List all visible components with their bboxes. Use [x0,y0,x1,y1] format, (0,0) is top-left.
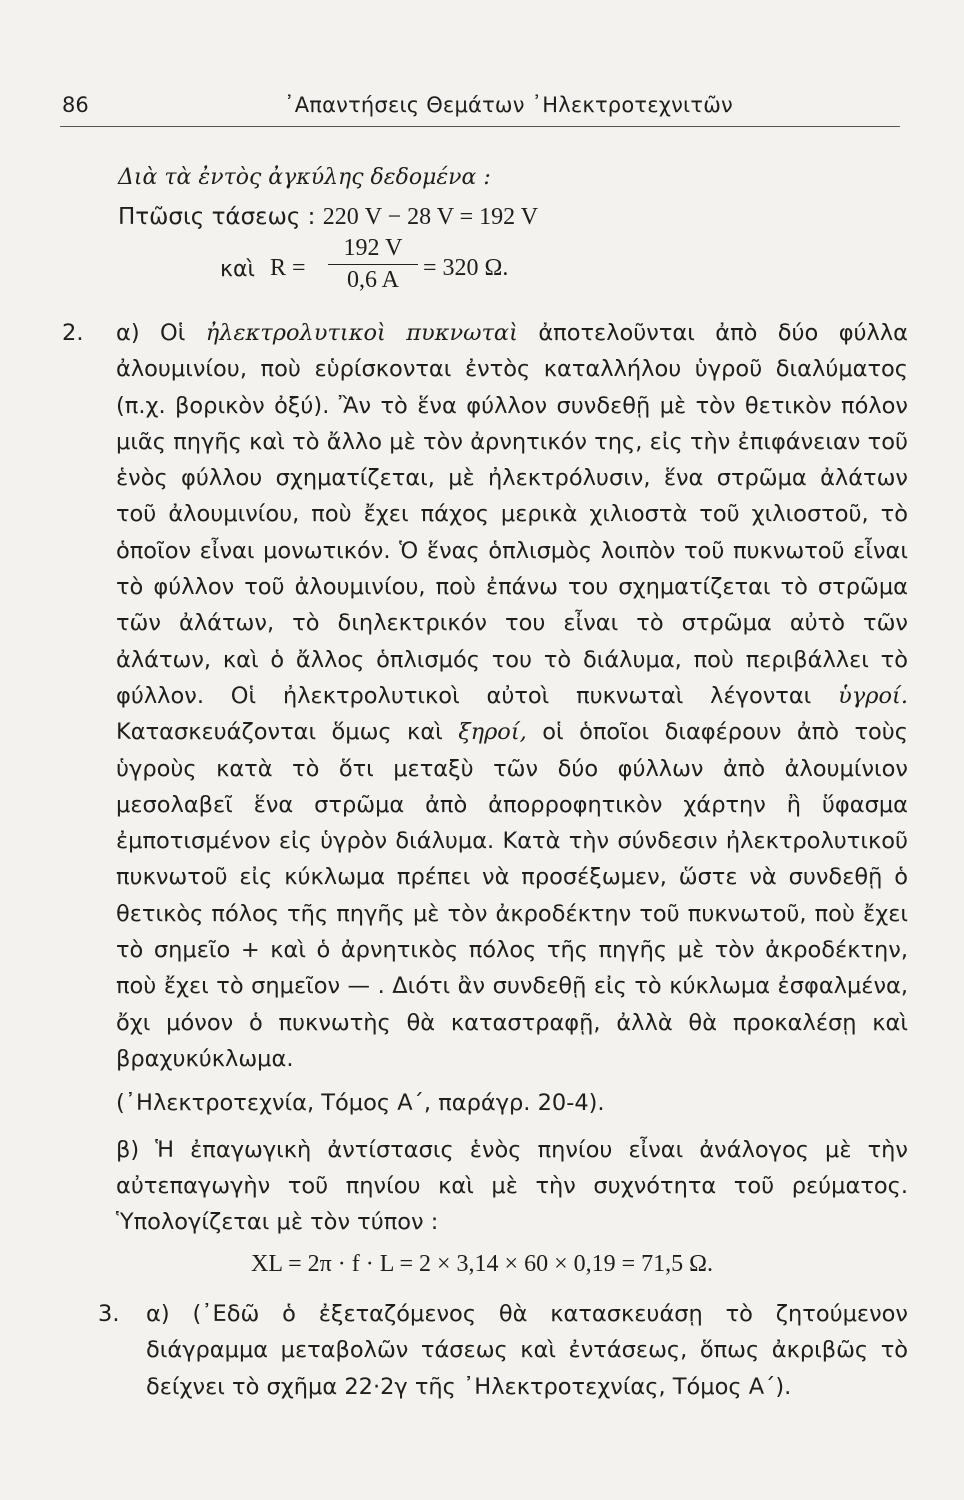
fraction-numerator: 192 V [328,235,418,265]
resistance-conjunction: καὶ [220,257,255,282]
term-wet: ὑγροί. [838,682,908,709]
item-body [116,315,908,1283]
answer-item-3 [98,1296,908,1405]
fraction-denominator: 0,6 A [346,267,399,293]
reference-note: (᾽Ηλεκτροτεχνία, Τόμος Α΄, παράγρ. 20-4). [116,1090,605,1117]
answer-item-2 [62,315,908,1283]
text-run: (᾽Εδῶ ὁ ἐξεταζόμενος θὰ κατασκευάσῃ τὸ ζητούμενον διάγραμμα μεταβολῶν τάσεως καὶ ἐντάσεως, ὅπως ἀκριβῶς τὸ δείχνει τὸ σχῆμα 22·2γ τῆς ᾽Ηλεκτροτεχνίας, Τόμος Α΄). [146,1301,908,1400]
text-run: Κατασκευάζονται ὅμως καὶ [116,719,443,746]
header-rule [60,126,900,127]
term-electrolytic-capacitors: ἠλεκτρολυτικοὶ πυκνωταὶ [205,320,518,346]
resistance-result: = 320 Ω. [423,255,509,281]
part-label: β) [116,1136,140,1163]
item-number: 3. [98,1301,120,1327]
term-dry: ξηροί, [458,719,527,746]
given-data-block [118,165,898,305]
paragraph-beta [116,1132,908,1241]
part-label: α) [116,320,140,346]
text-run: Ἡ ἐπαγωγικὴ ἀντίστασις ἑνὸς πηνίου εἶναι ἀνάλογος μὲ τὴν αὐτεπαγωγὴν τοῦ πηνίου καὶ μὲ τὴν συχνότητα τοῦ ρεύματος. Ὑπολογίζεται μὲ τὸν τύπον : [116,1136,908,1236]
item-body [146,1296,908,1405]
reactance-formula: XL = 2π · f · L = 2 × 3,14 × 60 × 0,19 = 71,5 Ω. [250,1251,713,1278]
text-run: Οἱ [160,320,186,346]
voltage-drop-expression: 220 V − 28 V = 192 V [322,204,539,230]
resistance-equation [118,235,898,305]
page-number: 86 [62,93,89,117]
paragraph-alpha [146,1296,908,1405]
voltage-drop-line [118,204,898,231]
item-number: 2. [62,320,84,346]
text-run: ἀποτελοῦνται ἀπὸ δύο φύλλα ἀλουμινίου, ποὺ εὑρίσκονται ἐντὸς καταλλήλου ὑγροῦ διαλύματος (π.χ. βορικὸν ὀξύ). Ἂν τὸ ἕνα φύλλον συνδεθῇ μὲ τὸν θετικὸν πόλον μιᾶς πηγῆς καὶ τὸ ἄλλο μὲ τὸν ἀρνητικόν της, εἰς τὴν ἐπιφάνειαν τοῦ ἑνὸς φύλλου σχηματίζεται, μὲ ἠλεκτρόλυσιν, ἕνα στρῶμα ἀλάτων τοῦ ἀλουμινίου, ποὺ ἔχει πάχος μερικὰ χιλιοστὰ τοῦ χιλιοστοῦ, τὸ ὁποῖον εἶναι μονωτικόν. Ὁ ἕνας ὁπλισμὸς λοιπὸν τοῦ πυκνωτοῦ εἶναι τὸ φύλλον τοῦ ἀλουμινίου, ποὺ ἐπάνω του σχηματίζεται τὸ στρῶμα τῶν ἀλάτων, τὸ διηλεκτρικόν του εἶναι τὸ στρῶμα αὐτὸ τῶν ἀλάτων, καὶ ὁ ἄλλος ὁπλισμός του τὸ διάλυμα, ποὺ περιβάλλει τὸ φύλλον. Οἱ ἠλεκτρολυτικοὶ αὐτοὶ πυκνωταὶ λέγονται [116,320,909,709]
resistance-fraction [328,235,418,294]
running-title: ᾽Απαντήσεις Θεμάτων ᾽Ηλεκτροτεχνιτῶν [284,93,733,117]
text-run: οἱ ὁποῖοι διαφέρουν ἀπὸ τοὺς ὑγροὺς κατὰ τὸ ὅτι μεταξὺ τῶν δύο φύλλων ἀπὸ ἀλουμίνιον μεσολαβεῖ ἕνα στρῶμα ἀπὸ ἀπορροφητικὸν χάρτην ἢ ὕφασμα ἐμποτισμένον εἰς ὑγρὸν διάλυμα. Κατὰ τὴν σύνδεσιν ἠλεκτρολυτικοῦ πυκνωτοῦ εἰς κύκλωμα πρέπει νὰ προσέξωμεν, ὥστε νὰ συνδεθῇ ὁ θετικὸς πόλος τῆς πηγῆς μὲ τὸν ἀκροδέκτην τοῦ πυκνωτοῦ, ποὺ ἔχει τὸ σημεῖο + καὶ ὁ ἀρνητικὸς πόλος τῆς πηγῆς μὲ τὸν ἀκροδέκτην, ποὺ ἔχει τὸ σημεῖον — . Διότι ἂν συνδεθῇ εἰς τὸ κύκλωμα ἐσφαλμένα, ὄχι μόνον ὁ πυκνωτὴς θὰ καταστραφῇ, ἀλλὰ θὰ προκαλέσῃ καὶ βραχυκύκλωμα. [116,719,908,1072]
resistance-lhs: R = [270,255,306,281]
voltage-drop-label: Πτῶσις τάσεως : [118,204,316,230]
part-label: α) [146,1301,170,1327]
page-header [62,93,904,125]
given-heading: Διὰ τὰ ἐντὸς ἀγκύλης δεδομένα : [118,165,491,190]
paragraph-alpha [116,315,908,1077]
